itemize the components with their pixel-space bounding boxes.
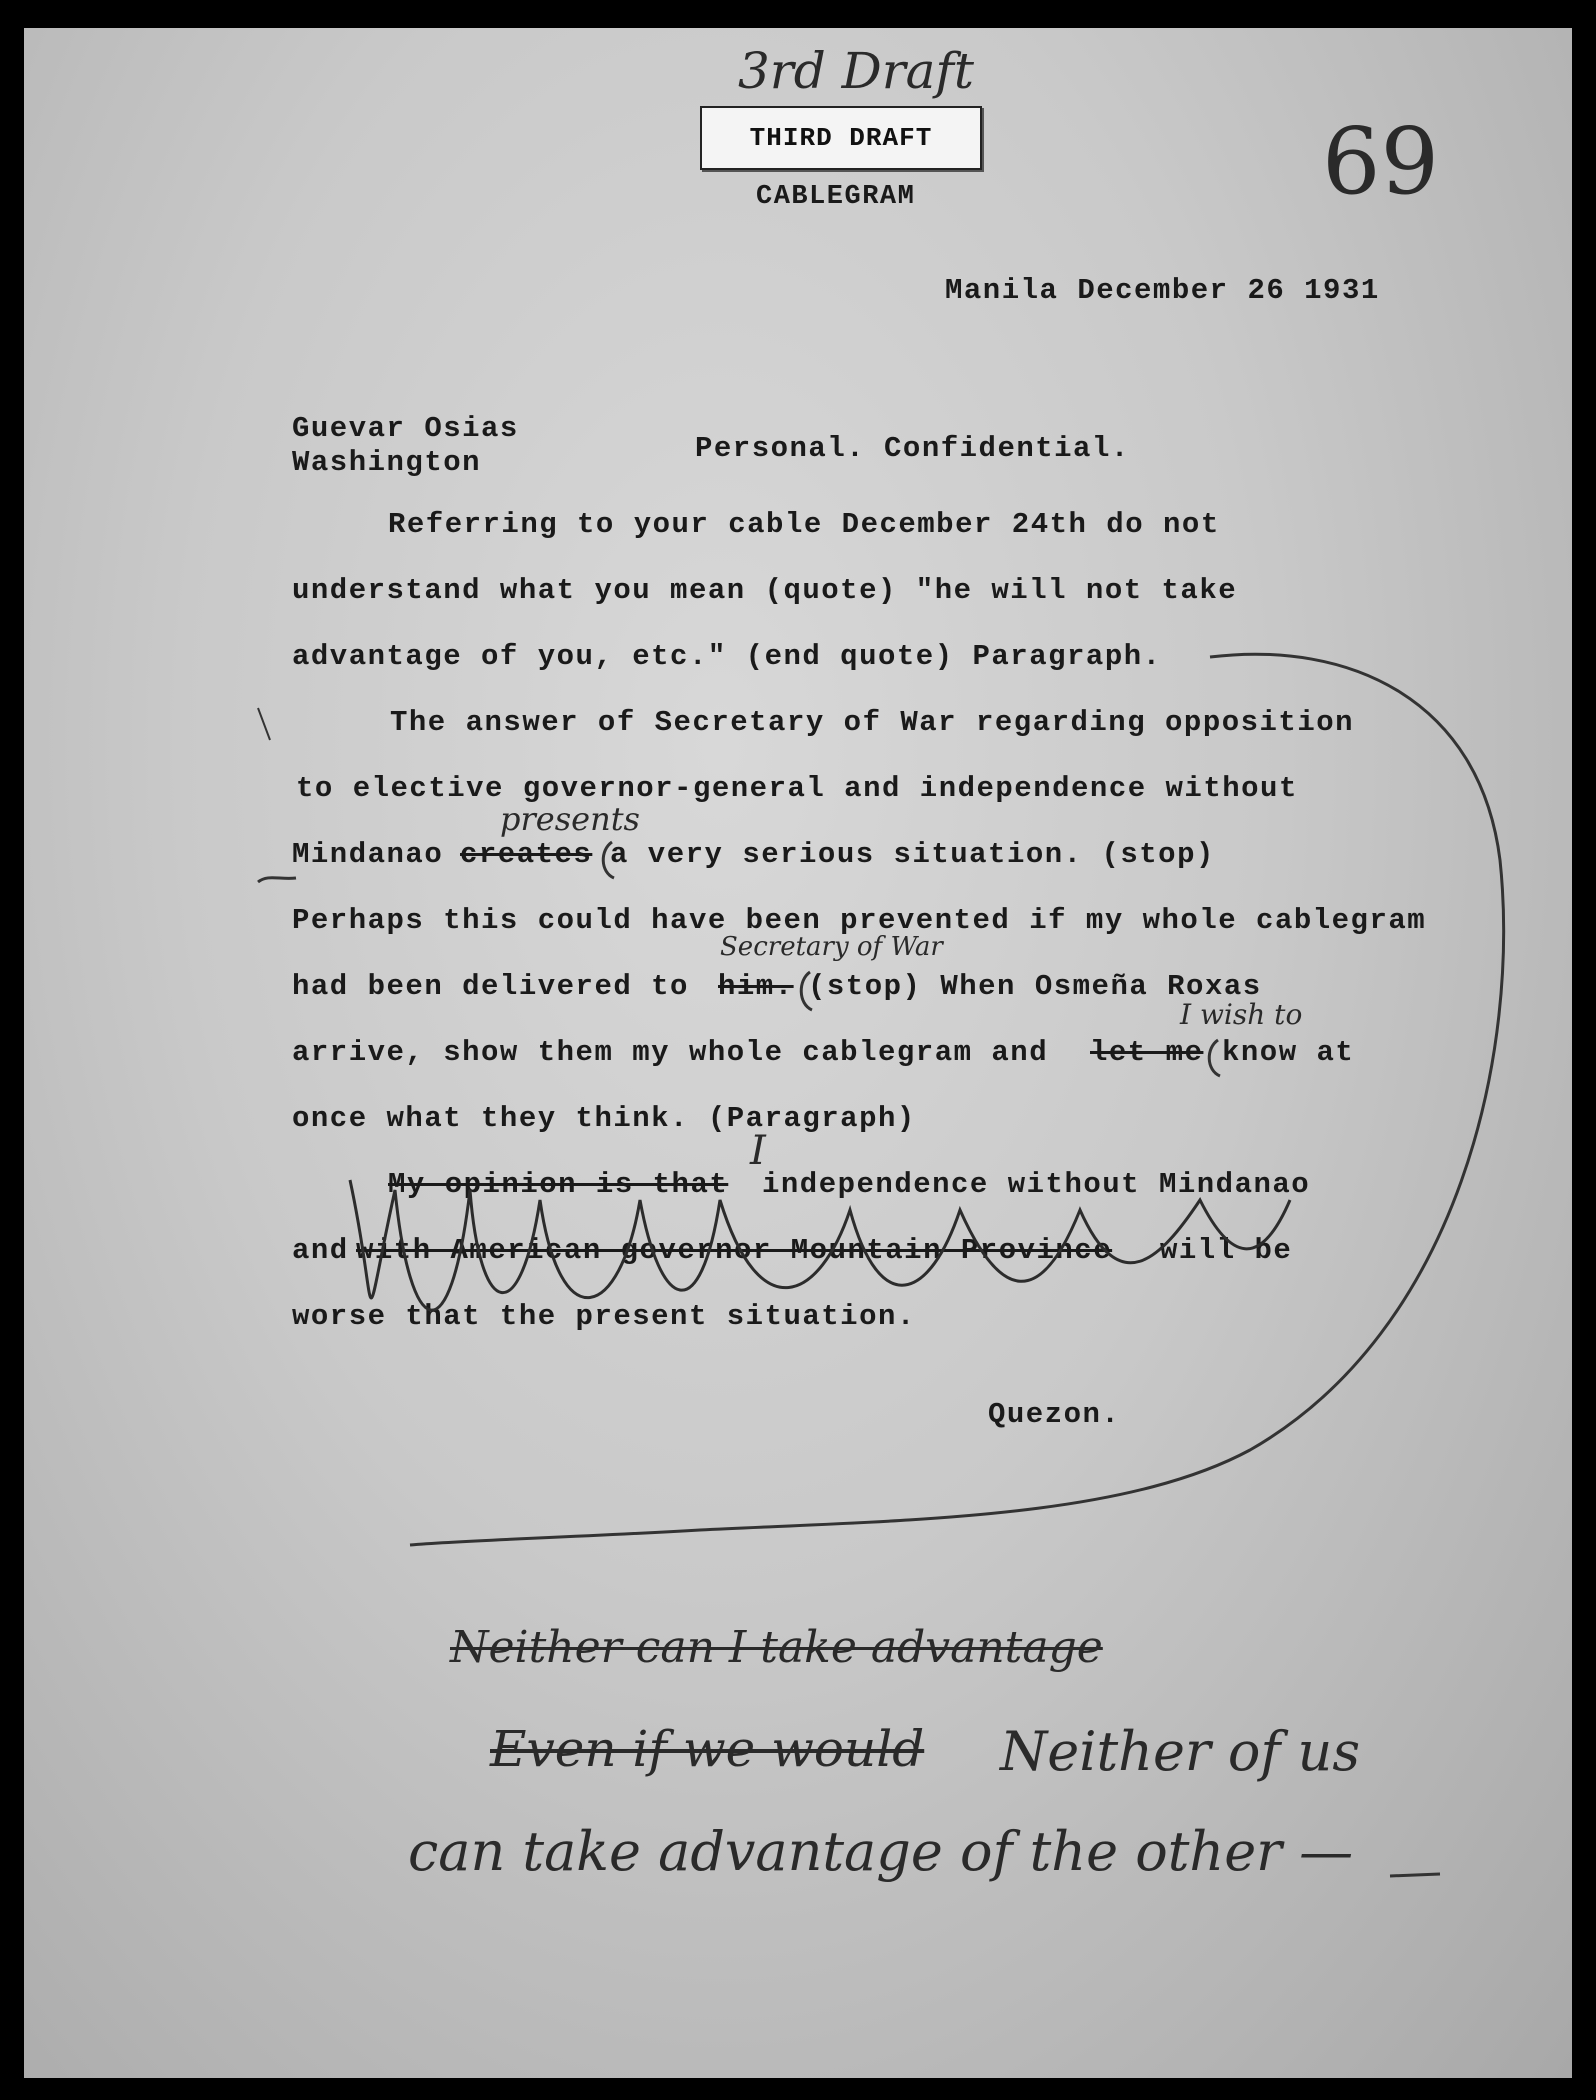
body-line: had been delivered to xyxy=(292,970,689,1003)
handwritten-draft-note: 3rd Draft xyxy=(738,42,975,100)
body-line: advantage of you, etc." (end quote) Paragraph. xyxy=(292,640,1162,673)
recipient-name: Guevar Osias xyxy=(292,412,519,445)
body-line: and xyxy=(292,1234,349,1267)
body-line: arrive, show them my whole cablegram and xyxy=(292,1036,1049,1069)
body-line: Perhaps this could have been prevented if my whole cablegram xyxy=(292,904,1427,937)
footer-struck-line: Even if we would xyxy=(490,1720,925,1778)
body-line: Referring to your cable December 24th do not xyxy=(388,508,1220,541)
body-line: independence without Mindanao xyxy=(762,1168,1311,1201)
body-line: worse that the present situation. xyxy=(292,1300,916,1333)
dateline: Manila December 26 1931 xyxy=(945,274,1380,307)
classification: Personal. Confidential. xyxy=(695,432,1130,465)
struck-word: let me xyxy=(1090,1036,1204,1069)
inserted-secretary-of-war: Secretary of War xyxy=(720,932,943,962)
body-line: Mindanao xyxy=(292,838,444,871)
body-line: The answer of Secretary of War regarding opposition xyxy=(390,706,1355,739)
footer-line: can take advantage of the other — xyxy=(408,1820,1354,1883)
body-line: a very serious situation. (stop) xyxy=(610,838,1215,871)
body-line: (stop) When Osmeña Roxas xyxy=(808,970,1262,1003)
footer-line: Neither of us xyxy=(1000,1720,1361,1783)
page-number: 69 xyxy=(1322,108,1440,215)
inserted-presents: presents xyxy=(500,800,640,838)
struck-phrase: with American governor Mountain Province xyxy=(356,1234,1113,1267)
inserted-i-wish-to: I wish to xyxy=(1180,998,1303,1031)
body-line: once what they think. (Paragraph) xyxy=(292,1102,916,1135)
struck-word: him. xyxy=(718,970,794,1003)
struck-word: creates xyxy=(460,838,593,871)
recipient-place: Washington xyxy=(292,446,482,479)
document-type: CABLEGRAM xyxy=(756,182,916,212)
body-line: know at xyxy=(1222,1036,1355,1069)
body-line: understand what you mean (quote) "he will not take xyxy=(292,574,1238,607)
footer-struck-line: Neither can I take advantage xyxy=(450,1622,1103,1673)
third-draft-label: THIRD DRAFT xyxy=(700,106,982,170)
body-line: to elective governor-general and independence without xyxy=(296,772,1298,805)
signature: Quezon. xyxy=(988,1398,1121,1431)
struck-phrase: My opinion is that xyxy=(388,1168,729,1201)
inserted-i: I xyxy=(750,1128,766,1174)
body-line: will be xyxy=(1160,1234,1293,1267)
